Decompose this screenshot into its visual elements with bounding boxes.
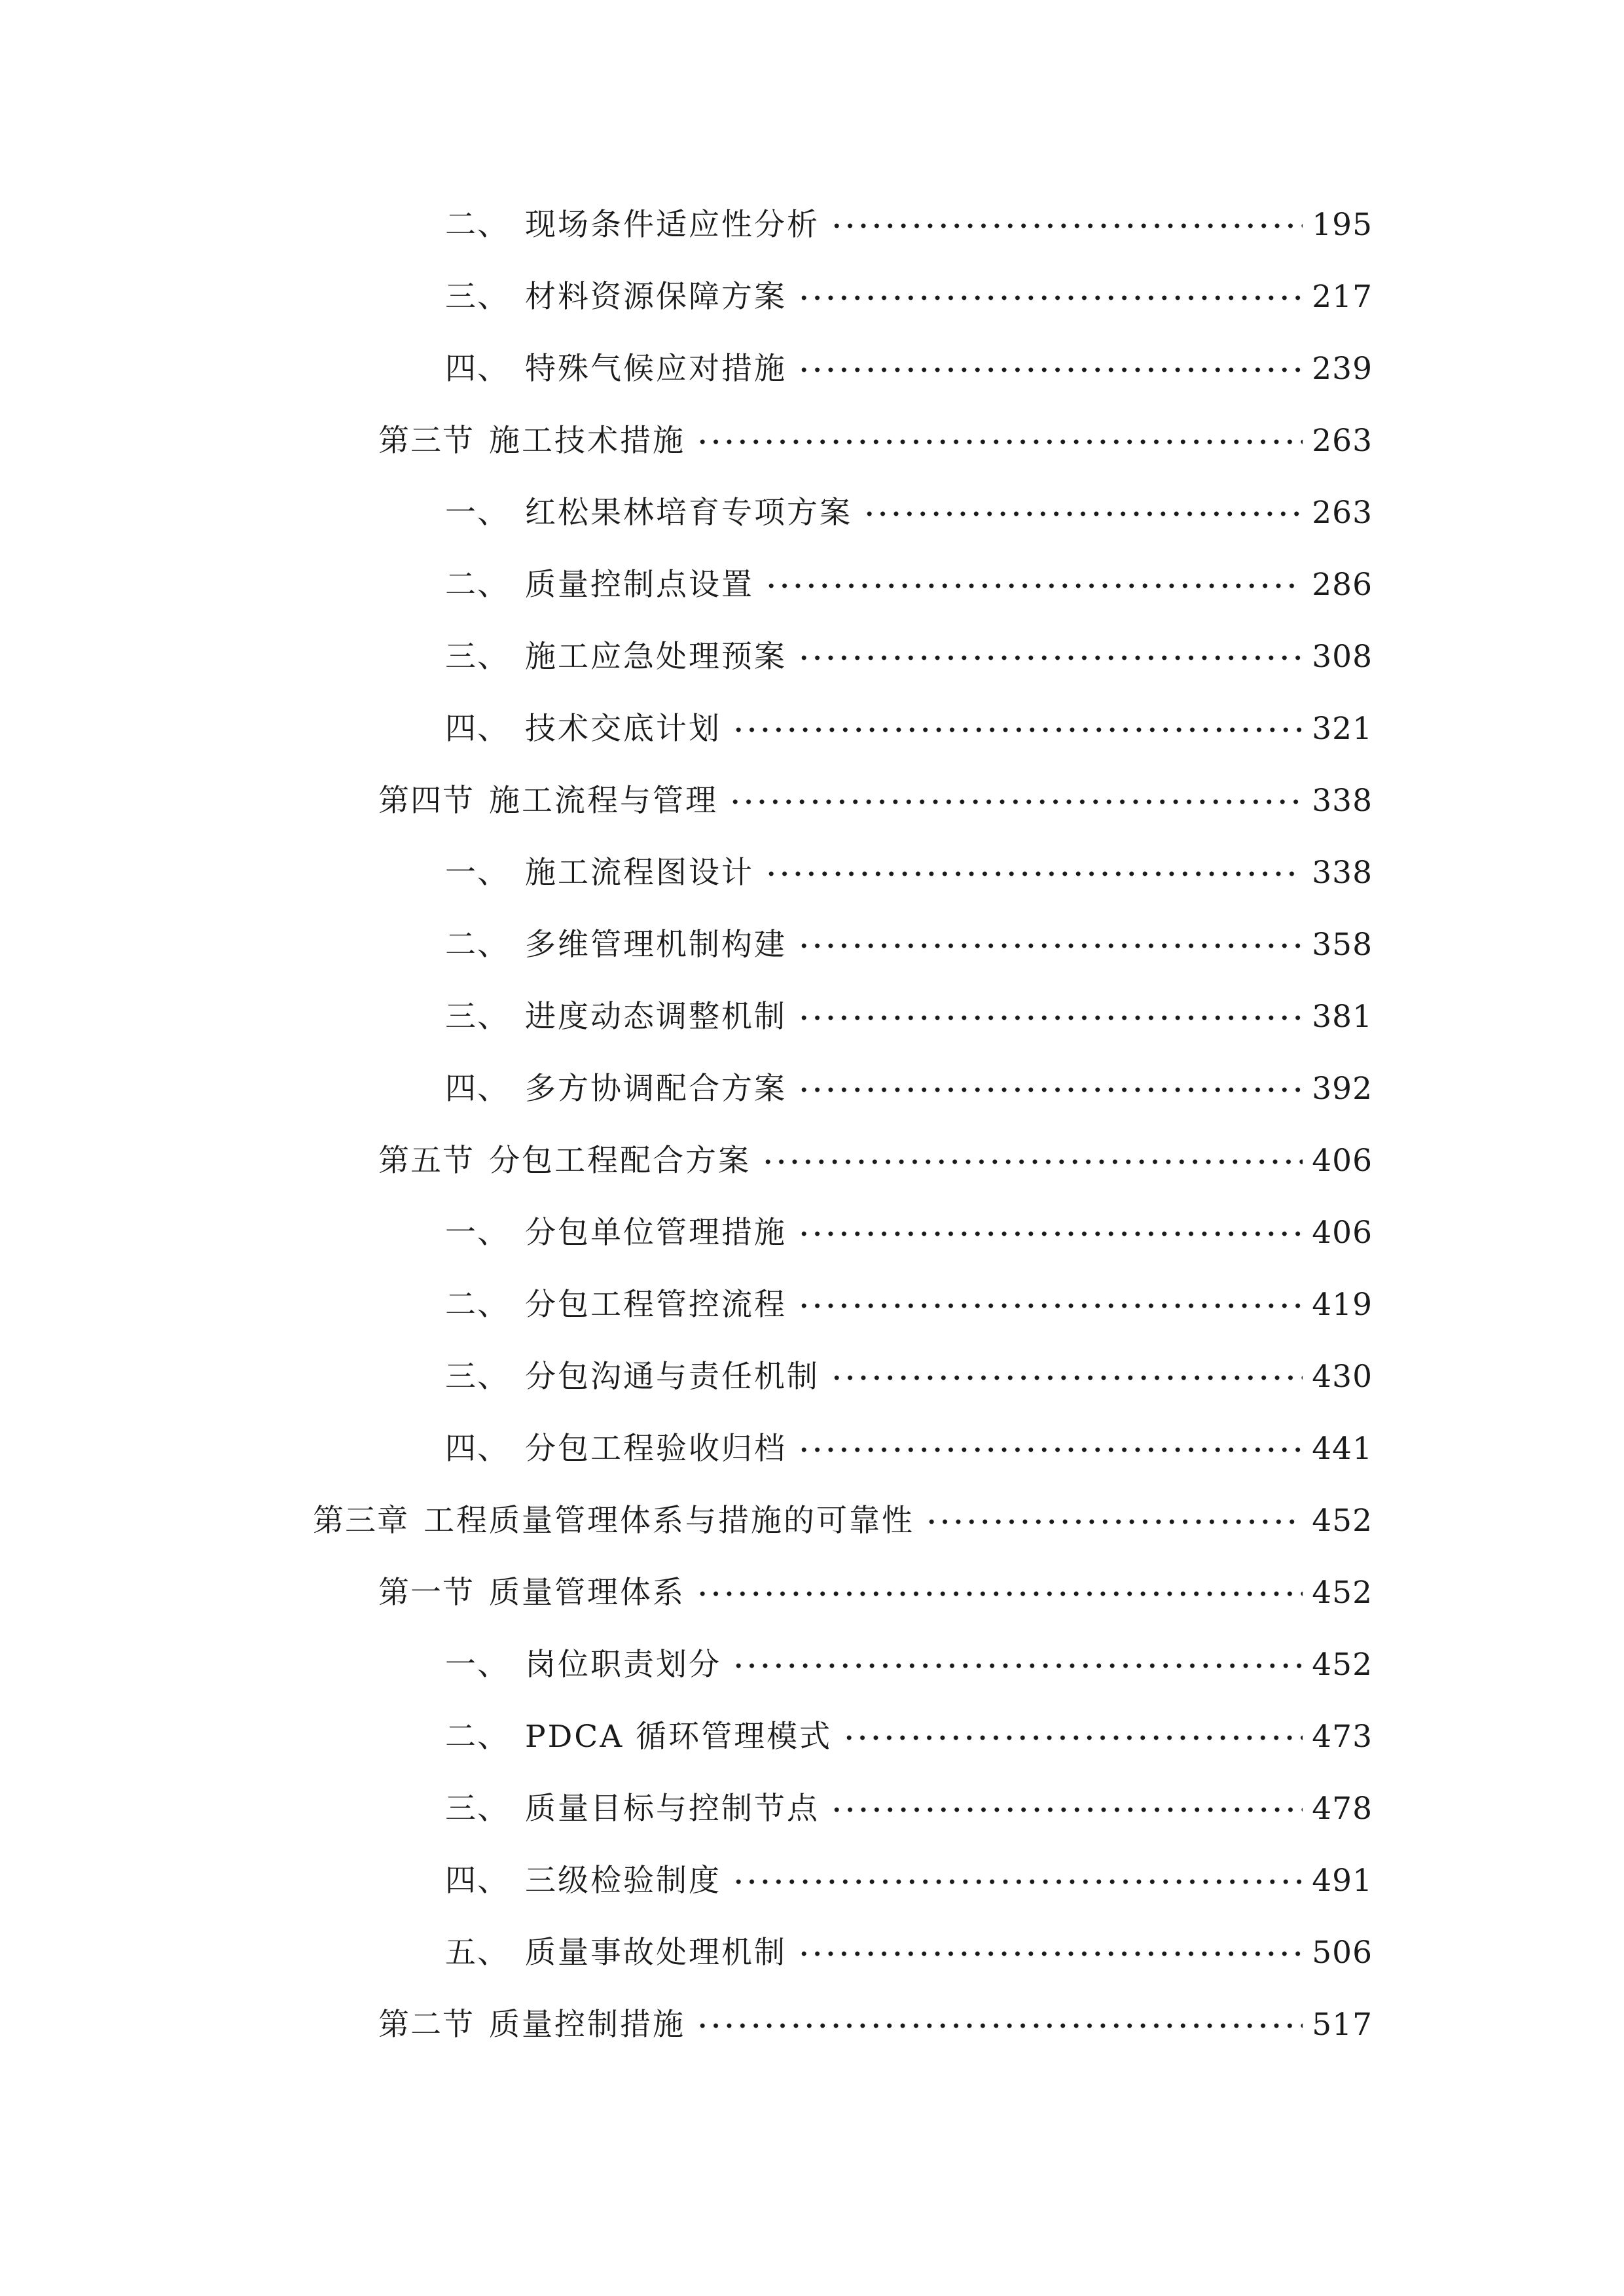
toc-entry-number: 二、 (445, 926, 509, 963)
toc-entry[interactable] (0, 908, 1624, 980)
toc-entry-title: 三级检验制度 (525, 1862, 721, 1899)
dot-leader (696, 1591, 1303, 1596)
toc-entry-title: 质量目标与控制节点 (525, 1790, 820, 1827)
toc-entry-number: 三、 (445, 998, 509, 1035)
dot-leader (732, 1663, 1303, 1668)
toc-entry[interactable] (0, 260, 1624, 332)
toc-entry-page: 430 (1312, 1358, 1373, 1395)
dot-leader (830, 1375, 1303, 1380)
toc-entry[interactable] (0, 1412, 1624, 1484)
toc-entry-number: 四、 (445, 710, 509, 747)
toc-entry-title: 质量控制点设置 (525, 566, 754, 603)
toc-entry[interactable] (0, 476, 1624, 548)
toc-entry-number: 一、 (445, 1214, 509, 1251)
toc-entry[interactable] (0, 1268, 1624, 1340)
dot-leader (797, 1951, 1303, 1956)
toc-entry-title: 施工应急处理预案 (525, 638, 787, 675)
dot-leader (696, 439, 1303, 444)
toc-entry-page: 321 (1312, 710, 1373, 747)
toc-entry-number: 三、 (445, 278, 509, 315)
toc-entry-title: 施工技术措施 (489, 422, 685, 459)
toc-entry-page: 506 (1312, 1934, 1373, 1971)
toc-entry[interactable] (0, 1700, 1624, 1772)
toc-entry-number: 五、 (445, 1934, 509, 1971)
toc-entry[interactable] (0, 1196, 1624, 1268)
toc-entry-page: 517 (1312, 2006, 1373, 2043)
dot-leader (925, 1519, 1303, 1524)
toc-entry[interactable] (0, 1340, 1624, 1412)
toc-entry-page: 381 (1312, 998, 1373, 1035)
toc-section-entry[interactable] (0, 1124, 1624, 1196)
toc-entry[interactable] (0, 836, 1624, 908)
toc-entry-title: 分包工程配合方案 (489, 1142, 751, 1179)
toc-entry-page: 491 (1312, 1862, 1373, 1899)
dot-leader (797, 1303, 1303, 1308)
dot-leader (797, 1087, 1303, 1092)
toc-entry-number: 第三节 (378, 422, 475, 459)
toc-entry-number: 四、 (445, 350, 509, 387)
toc-entry[interactable] (0, 620, 1624, 692)
toc-entry-number: 四、 (445, 1070, 509, 1107)
toc-entry[interactable] (0, 1916, 1624, 1988)
toc-entry-page: 263 (1312, 422, 1373, 459)
dot-leader (797, 295, 1303, 300)
toc-entry[interactable] (0, 1628, 1624, 1700)
toc-entry-title: 工程质量管理体系与措施的可靠性 (424, 1502, 914, 1539)
toc-entry-title: 现场条件适应性分析 (525, 206, 820, 243)
dot-leader (842, 1735, 1303, 1740)
dot-leader (797, 943, 1303, 948)
dot-leader (765, 871, 1303, 876)
toc-entry-title: 红松果林培育专项方案 (525, 494, 852, 531)
dot-leader (696, 2023, 1303, 2028)
toc-entry-page: 263 (1312, 494, 1373, 531)
toc-entry[interactable] (0, 980, 1624, 1052)
toc-entry[interactable] (0, 1052, 1624, 1124)
toc-entry-number: 一、 (445, 494, 509, 531)
toc-entry[interactable] (0, 1772, 1624, 1844)
toc-entry-number: 一、 (445, 854, 509, 891)
toc-entry-page: 473 (1312, 1718, 1373, 1755)
toc-entry-page: 419 (1312, 1286, 1373, 1323)
toc-entry-page: 308 (1312, 638, 1373, 675)
toc-section-entry[interactable] (0, 1988, 1624, 2060)
dot-leader (797, 655, 1303, 660)
toc-entry-page: 406 (1312, 1142, 1373, 1179)
toc-chapter-entry[interactable] (0, 1484, 1624, 1556)
toc-entry-title: 分包沟通与责任机制 (525, 1358, 820, 1395)
toc-entry-title: PDCA 循环管理模式 (525, 1718, 833, 1755)
toc-entry[interactable] (0, 332, 1624, 404)
dot-leader (797, 1231, 1303, 1236)
toc-entry-title: 质量管理体系 (489, 1574, 685, 1611)
toc-entry-number: 三、 (445, 1790, 509, 1827)
toc-entry-page: 286 (1312, 566, 1373, 603)
toc-entry-number: 四、 (445, 1430, 509, 1467)
toc-entry-page: 358 (1312, 926, 1373, 963)
toc-entry[interactable] (0, 692, 1624, 764)
toc-section-entry[interactable] (0, 404, 1624, 476)
toc-entry-page: 338 (1312, 782, 1373, 819)
toc-entry-page: 441 (1312, 1430, 1373, 1467)
dot-leader (830, 223, 1303, 228)
toc-entry-title: 分包工程管控流程 (525, 1286, 787, 1323)
toc-entry-number: 三、 (445, 1358, 509, 1395)
toc-entry-number: 二、 (445, 566, 509, 603)
toc-entry-title: 分包单位管理措施 (525, 1214, 787, 1251)
toc-entry-title: 技术交底计划 (525, 710, 721, 747)
toc-entry-number: 三、 (445, 638, 509, 675)
toc-entry-number: 二、 (445, 206, 509, 243)
toc-entry-title: 施工流程与管理 (489, 782, 718, 819)
table-of-contents (0, 188, 1624, 2060)
dot-leader (863, 511, 1303, 516)
dot-leader (732, 1879, 1303, 1884)
toc-entry-title: 分包工程验收归档 (525, 1430, 787, 1467)
toc-entry-number: 第五节 (378, 1142, 475, 1179)
toc-entry-page: 239 (1312, 350, 1373, 387)
toc-entry[interactable] (0, 1844, 1624, 1916)
toc-entry[interactable] (0, 548, 1624, 620)
toc-section-entry[interactable] (0, 1556, 1624, 1628)
dot-leader (765, 583, 1303, 588)
toc-entry-page: 195 (1312, 206, 1373, 243)
toc-entry-number: 二、 (445, 1718, 509, 1755)
toc-entry-number: 二、 (445, 1286, 509, 1323)
toc-entry-title: 岗位职责划分 (525, 1646, 721, 1683)
toc-entry-page: 217 (1312, 278, 1373, 315)
toc-entry-title: 材料资源保障方案 (525, 278, 787, 315)
toc-entry-page: 478 (1312, 1790, 1373, 1827)
dot-leader (732, 727, 1303, 732)
toc-entry-page: 406 (1312, 1214, 1373, 1251)
toc-section-entry[interactable] (0, 764, 1624, 836)
toc-entry-title: 质量事故处理机制 (525, 1934, 787, 1971)
toc-entry-page: 392 (1312, 1070, 1373, 1107)
toc-entry-number: 四、 (445, 1862, 509, 1899)
toc-entry-page: 452 (1312, 1502, 1373, 1539)
dot-leader (797, 1015, 1303, 1020)
toc-entry-title: 多方协调配合方案 (525, 1070, 787, 1107)
toc-entry-page: 452 (1312, 1646, 1373, 1683)
toc-entry-number: 第三章 (313, 1502, 409, 1539)
toc-entry-page: 338 (1312, 854, 1373, 891)
toc-entry-title: 质量控制措施 (489, 2006, 685, 2043)
toc-entry-title: 施工流程图设计 (525, 854, 754, 891)
toc-entry-number: 第二节 (378, 2006, 475, 2043)
dot-leader (830, 1807, 1303, 1812)
toc-entry-number: 第一节 (378, 1574, 475, 1611)
toc-entry-title: 进度动态调整机制 (525, 998, 787, 1035)
toc-entry-page: 452 (1312, 1574, 1373, 1611)
toc-entry-title: 多维管理机制构建 (525, 926, 787, 963)
dot-leader (797, 1447, 1303, 1452)
toc-entry[interactable] (0, 188, 1624, 260)
toc-entry-title: 特殊气候应对措施 (525, 350, 787, 387)
dot-leader (761, 1159, 1303, 1164)
toc-entry-number: 第四节 (378, 782, 475, 819)
dot-leader (797, 367, 1303, 372)
dot-leader (729, 799, 1303, 804)
toc-entry-number: 一、 (445, 1646, 509, 1683)
